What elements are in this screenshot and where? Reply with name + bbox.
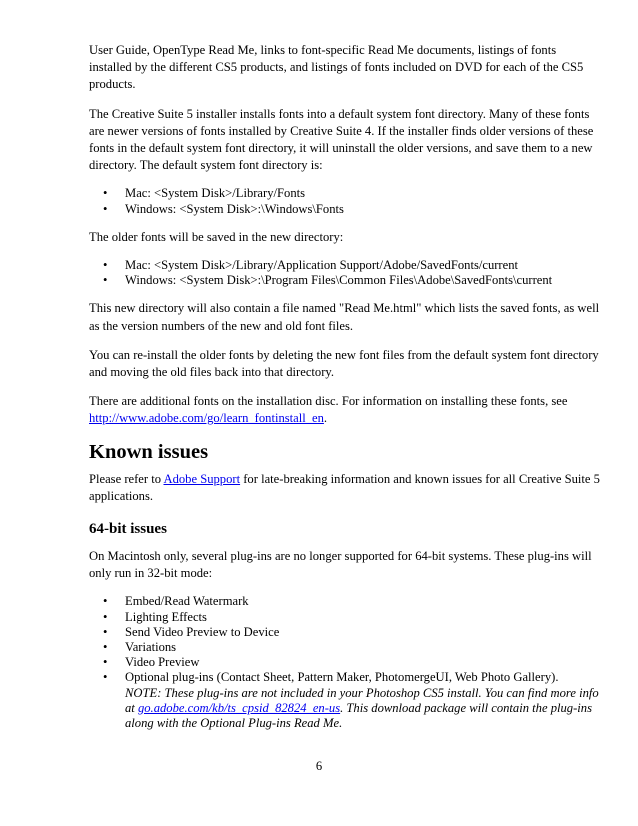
paragraph-known-issues: Please refer to Adobe Support for late-breaking information and known issues for all Creative Suite 5 applications. xyxy=(89,471,600,503)
font-install-link[interactable]: http://www.adobe.com/go/learn_fontinstall_en xyxy=(89,411,324,426)
list-item: • Windows: <System Disk>:\Program Files\Common Files\Adobe\SavedFonts\current xyxy=(103,273,553,288)
list-item: • Mac: <System Disk>/Library/Fonts xyxy=(103,186,306,201)
paragraph-fonts-docs: User Guide, OpenType Read Me, links to font-specific Read Me documents, listings of fonts installed by the different CS5 products, and listings of fonts included on DVD for each of the CS5 products. xyxy=(89,43,584,92)
paragraph-installer-fonts: The Creative Suite 5 installer installs fonts into a default system font directory. Many of these fonts are newer versions of fonts installed by Creative Suite 4. If the installer finds older versions of these fonts in the default system font directory, it will uninstall the older versions, and save them to a new directory. The default system font directory is: xyxy=(89,106,594,173)
saved-font-directory-list xyxy=(89,258,601,288)
optional-plugins-note: NOTE: These plug-ins are not included in your Photoshop CS5 install. You can find more info at go.adobe.com/kb/ts_cpsid_82824_en-us. This download package will contain the plug-ins along with the Optional Plug-ins Read Me. xyxy=(125,685,599,731)
bullet-icon: • xyxy=(103,258,108,273)
list-item: • Embed/Read Watermark xyxy=(103,594,249,609)
bullet-icon: • xyxy=(103,273,108,288)
default-font-directory-list xyxy=(89,186,601,216)
list-item: • Windows: <System Disk>:\Windows\Fonts xyxy=(103,201,344,216)
adobe-support-link[interactable]: Adobe Support xyxy=(163,471,241,486)
bullet-icon: • xyxy=(103,624,108,639)
paragraph-additional-fonts: There are additional fonts on the installation disc. For information on installing these fonts, see http://www.adobe.com/go/learn_fontinstall_en. xyxy=(89,394,568,426)
paragraph-reinstall: You can re-install the older fonts by deleting the new font files from the default system font directory and moving the old files back into that directory. xyxy=(89,347,599,380)
paragraph-older-fonts: The older fonts will be saved in the new directory: xyxy=(89,229,344,244)
list-item: • Lighting Effects xyxy=(103,609,207,624)
document-page xyxy=(89,42,601,731)
list-item: • Optional plug-ins (Contact Sheet, Pattern Maker, PhotomergeUI, Web Photo Gallery). NOTE: These plug-ins are not included in your Photoshop CS5 install. You can find more info at go.adobe.com/kb/ts_cpsid_82824_en-us. This download package will contain the plug-ins along with the Optional Plug-ins Read Me. xyxy=(103,670,599,731)
bullet-icon: • xyxy=(103,609,108,624)
known-issues-heading: Known issues xyxy=(89,440,209,463)
64-bit-issues-heading: 64-bit issues xyxy=(89,521,167,538)
bullet-icon: • xyxy=(103,201,108,216)
bullet-icon: • xyxy=(103,594,108,609)
bullet-icon: • xyxy=(103,655,108,670)
list-item: • Send Video Preview to Device xyxy=(103,624,280,639)
list-item: • Mac: <System Disk>/Library/Application Support/Adobe/SavedFonts/current xyxy=(103,258,519,273)
page-number: 6 xyxy=(315,759,323,773)
bullet-icon: • xyxy=(103,186,108,201)
paragraph-64-bit-intro: On Macintosh only, several plug-ins are no longer supported for 64-bit systems. These plug-ins will only run in 32-bit mode: xyxy=(89,549,592,581)
list-item: • Variations xyxy=(103,640,177,655)
bullet-icon: • xyxy=(103,670,108,685)
list-item: • Video Preview xyxy=(103,655,200,670)
plugin-list xyxy=(89,594,601,731)
bullet-icon: • xyxy=(103,640,108,655)
kb-article-link[interactable]: go.adobe.com/kb/ts_cpsid_82824_en-us xyxy=(137,700,341,715)
paragraph-read-me-file: This new directory will also contain a file named "Read Me.html" which lists the saved fonts, as well as the version numbers of the new and old font files. xyxy=(89,301,600,333)
